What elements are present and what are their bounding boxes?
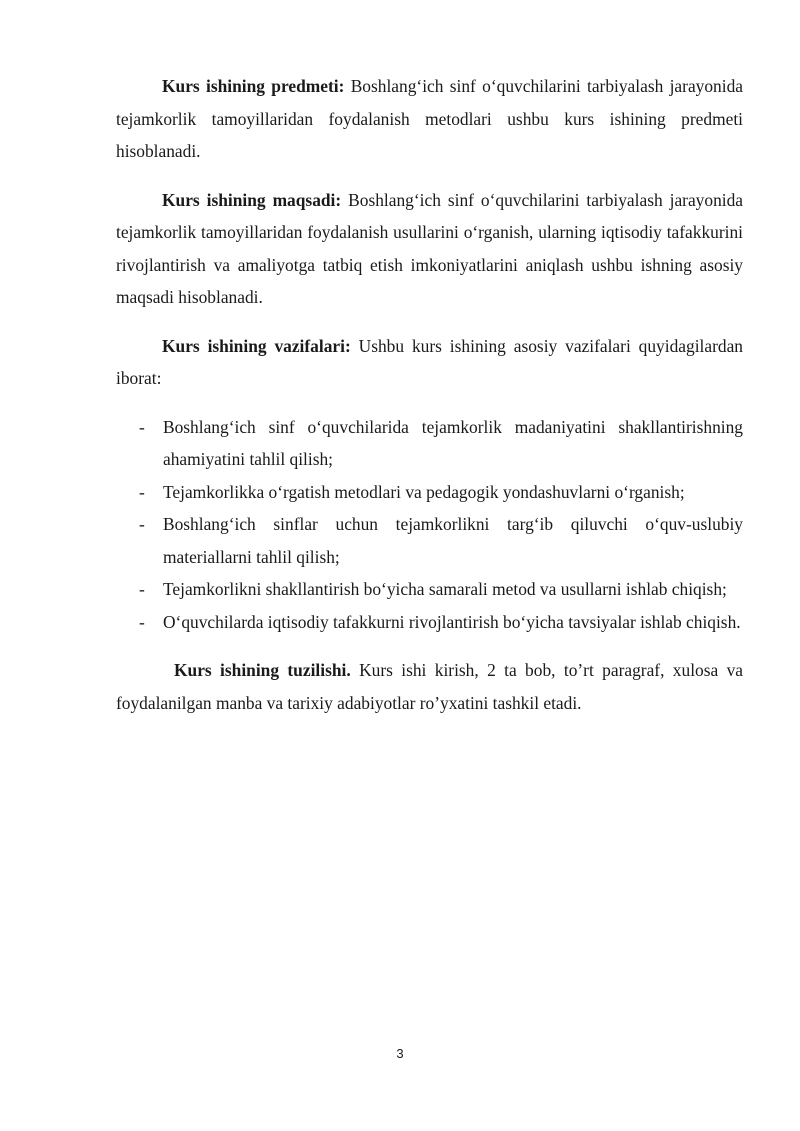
- text-maqsadi: Boshlang‘ich sinf o‘quvchilarini tarbiyalash jarayonida tejamkorlik tamoyillaridan foydalanish usullarini o‘rganish, ularning iqtisodiy tafakkurini rivojlantirish va amaliyotga tatbiq etish imkoniyatlarini aniqlash ushbu ishning asosiy maqsadi hisoblanadi.: [116, 189, 744, 307]
- list-item-text: O‘quvchilarda iqtisodiy tafakkurni rivojlantirish bo‘yicha tavsiyalar ishlab chiqish.: [163, 611, 741, 632]
- list-item: [116, 476, 743, 509]
- vazifalar-list: [116, 411, 743, 639]
- text-tuzilishi: Kurs ishi kirish, 2 ta bob, to’rt paragraf, xulosa va foydalanilgan manba va tarixiy adabiyotlar ro’yxatini tashkil etadi.: [116, 660, 743, 713]
- list-item-text: Tejamkorlikni shakllantirish bo‘yicha samarali metod va usullarni ishlab chiqish;: [163, 579, 727, 599]
- heading-vazifalari: Kurs ishining vazifalari:: [162, 335, 351, 356]
- list-bullet: -: [139, 481, 145, 502]
- list-item: [116, 606, 743, 639]
- list-bullet: -: [139, 416, 145, 437]
- paragraph-tuzilishi: [116, 654, 743, 719]
- paragraph-vazifalari: [116, 330, 743, 395]
- heading-tuzilishi: Kurs ishining tuzilishi.: [174, 660, 351, 680]
- heading-predmeti: Kurs ishining predmeti:: [162, 76, 345, 96]
- page-number: 3: [396, 1046, 404, 1061]
- page-content: [116, 70, 743, 719]
- text-vazifalari: Ushbu kurs ishining asosiy vazifalari quyidagilardan iborat:: [116, 335, 743, 388]
- heading-maqsadi: Kurs ishining maqsadi:: [162, 189, 342, 210]
- list-item: [116, 411, 743, 476]
- text-predmeti: Boshlang‘ich sinf o‘quvchilarini tarbiyalash jarayonida tejamkorlik tamoyillaridan foydalanish metodlari ushbu kurs ishining predmeti hisoblanadi.: [116, 76, 743, 161]
- paragraph-maqsadi: [116, 184, 743, 314]
- list-item-text: Boshlang‘ich sinflar uchun tejamkorlikni targ‘ib qiluvchi o‘quv-uslubiy materiallarni tahlil qilish;: [163, 514, 743, 567]
- list-bullet: -: [139, 611, 145, 632]
- list-bullet: -: [139, 579, 145, 599]
- list-bullet: -: [139, 514, 145, 534]
- list-item: [116, 508, 743, 573]
- list-item-text: Boshlang‘ich sinf o‘quvchilarida tejamkorlik madaniyatini shakllantirishning ahamiyatini tahlil qilish;: [163, 416, 743, 469]
- list-item-text: Tejamkorlikka o‘rgatish metodlari va pedagogik yondashuvlarni o‘rganish;: [163, 481, 685, 502]
- paragraph-predmeti: [116, 70, 743, 168]
- list-item: [116, 573, 743, 606]
